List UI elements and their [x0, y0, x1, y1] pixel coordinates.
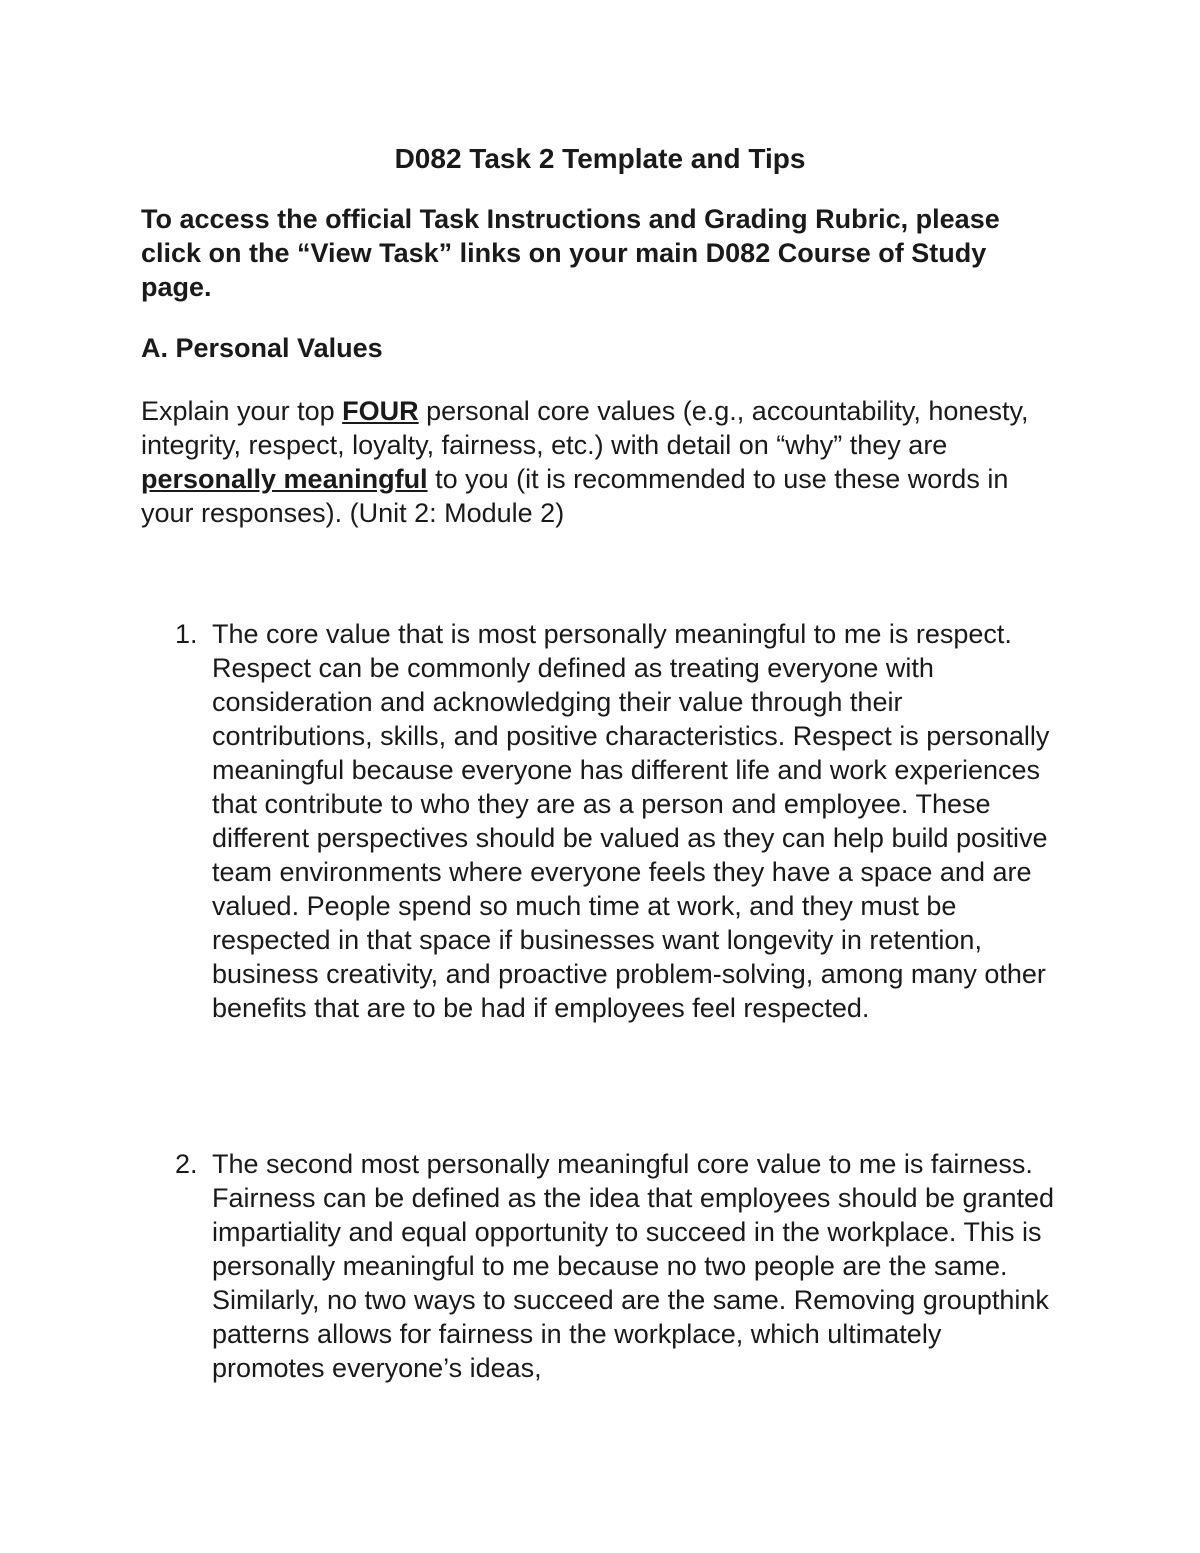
instructions-text-3: to you (it is recommended to use these words in your responses). (Unit 2: Module 2): [141, 464, 1009, 528]
instructions-text-1: Explain your top: [141, 396, 343, 426]
answer-text: The second most personally meaningful core value to me is fairness. Fairness can be defined as the idea that employees should be granted impartiality and equal opportunity to succeed in the workplace. This is personally meaningful to me because no two people are the same. Similarly, no two ways to succeed are the same. Removing groupthink patterns allows for fairness in the workplace, which ultimately promotes everyone’s ideas,: [212, 1149, 1055, 1383]
intro-paragraph: To access the official Task Instructions and Grading Rubric, please click on the “View Task” links on your main D082 Course of Study page.: [141, 204, 1000, 302]
instructions-paragraph: [141, 394, 1061, 530]
instructions-emphasis-four: FOUR: [342, 396, 419, 426]
answer-number: 1.: [175, 619, 198, 649]
document-title: D082 Task 2 Template and Tips: [394, 143, 806, 174]
answer-item: [141, 617, 1061, 1025]
instructions-emphasis-meaningful: personally meaningful: [141, 464, 428, 494]
instructions-text-2: personal core values (e.g., accountability, honesty, integrity, respect, loyalty, fairness, etc.) with detail on “why” they are: [141, 396, 1029, 460]
answer-number: 2.: [175, 1149, 198, 1179]
answer-item: [141, 1147, 1061, 1385]
answer-text: The core value that is most personally meaningful to me is respect. Respect can be commonly defined as treating everyone with consideration and acknowledging their value through their contributions, skills, and positive characteristics. Respect is personally meaningful because everyone has different life and work experiences that contribute to who they are as a person and employee. These different perspectives should be valued as they can help build positive team environments where everyone feels they have a space and are valued. People spend so much time at work, and they must be respected in that space if businesses want longevity in retention, business creativity, and proactive problem-solving, among many other benefits that are to be had if employees feel respected.: [212, 619, 1050, 1023]
section-heading: A. Personal Values: [141, 333, 383, 363]
